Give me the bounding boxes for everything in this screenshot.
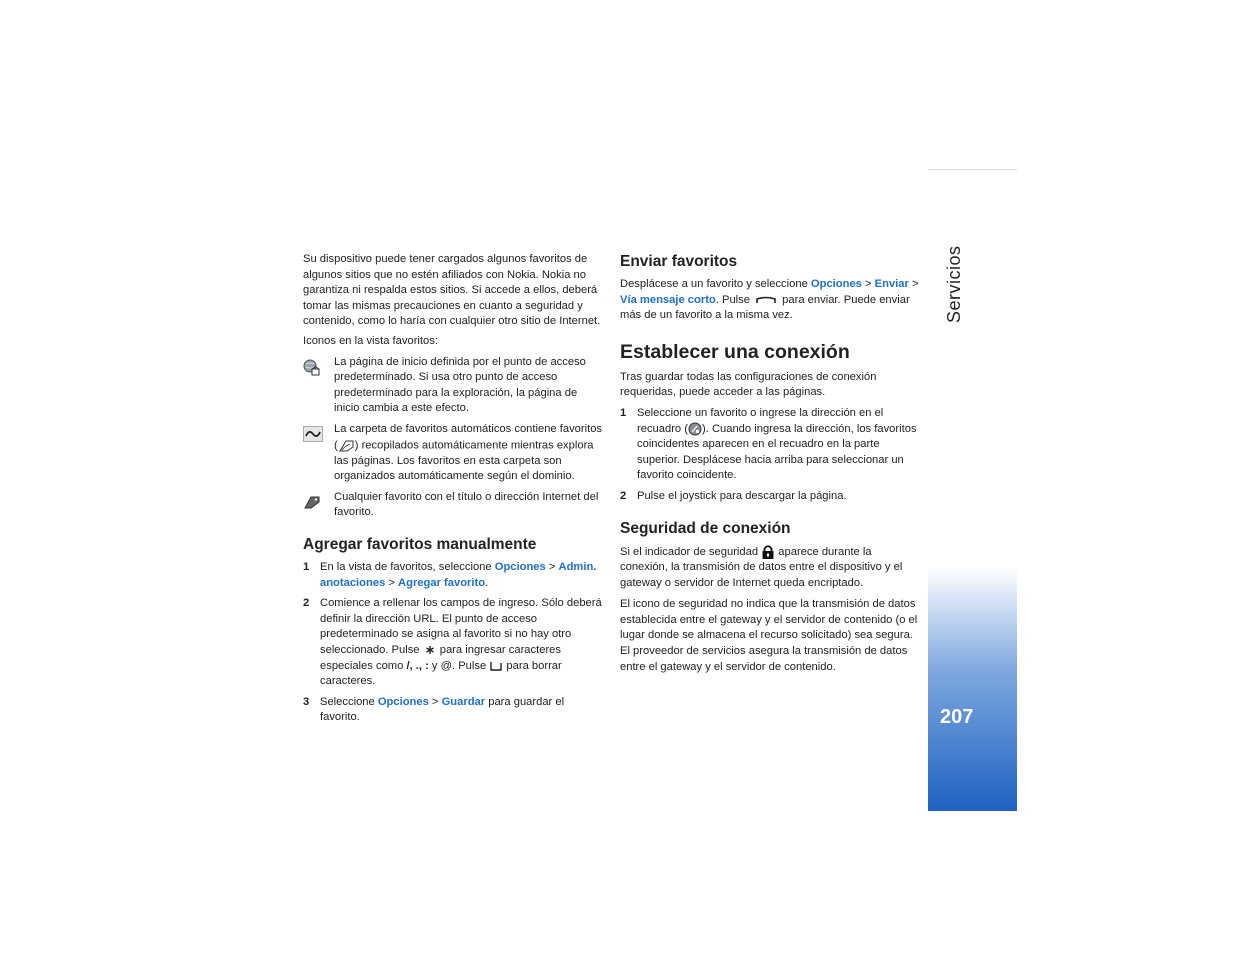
heading-enviar-favoritos: Enviar favoritos [620, 253, 738, 270]
establecer-steps [620, 406, 920, 505]
page-number: 207 [940, 706, 974, 728]
menu-via-mensaje-corto: Vía mensaje corto [620, 293, 716, 306]
section-label: Servicios [944, 245, 964, 323]
seguridad-paragraph-2: El icono de seguridad no indica que la transmisión de datos establecida entre el gateway y el servidor de contenido (o el lugar donde se almacena el recurso solicitado) sea segura. El proveedor de servicios asegura la transmisión de datos entre el gateway y el servidor de contenido. [620, 598, 918, 673]
star-key-icon [423, 644, 437, 656]
menu-enviar: Enviar [874, 278, 909, 290]
auto-bookmarks-folder-icon [303, 426, 323, 442]
agregar-steps [303, 560, 605, 726]
left-column [303, 252, 605, 726]
menu-guardar: Guardar [441, 695, 486, 708]
establecer-step-2: 2 Pulse el joystick para descargar la página. [620, 489, 847, 502]
auto-bookmark-icon [338, 438, 355, 453]
icon2-description-a: La carpeta de favoritos automáticos contiene favoritos ( [334, 422, 603, 451]
icon-row-bookmark [303, 490, 605, 521]
menu-opciones: Opciones [494, 560, 546, 573]
agregar-step-3: 3 Seleccione Opciones > Guardar para guardar el favorito. [303, 695, 565, 724]
clear-key-icon [489, 660, 503, 672]
menu-admin-anotaciones: Admin. anotaciones [320, 560, 597, 589]
enviar-paragraph: Desplácese a un favorito y seleccione Opciones > Enviar > Vía mensaje corto. Pulse para enviar. Puede enviar más de un favorito a la misma vez. [620, 278, 919, 322]
icon2-description-b: ) recopilados automáticamente mientras explora las páginas. Los favoritos en esta carpeta son organizados automáticamente según el dominio. [334, 438, 594, 483]
intro-paragraph: Su dispositivo puede tener cargados algunos favoritos de algunos sitios que no estén afiliados con Nokia. Nokia no garantiza ni respalda estos sitios. Si accede a ellos, deberá tomar las mismas precauciones en cuanto a seguridad y contenido, como lo haría con cualquier otro sitio de Internet. [303, 253, 601, 328]
right-column [620, 252, 920, 675]
menu-opciones: Opciones [810, 278, 862, 290]
icons-label: Iconos en la vista favoritos: [303, 334, 438, 347]
heading-establecer-conexion: Establecer una conexión [620, 340, 850, 363]
home-page-bookmark-icon [303, 359, 321, 377]
icon3-description: Cualquier favorito con el título o dirección Internet del favorito. [334, 490, 599, 519]
address-field-icon [688, 422, 702, 436]
seguridad-paragraph-1: Si el indicador de seguridad aparece durante la conexión, la transmisión de datos entre el dispositivo y el gateway o servidor de Internet queda encriptado. [620, 545, 903, 589]
security-lock-icon [761, 544, 775, 560]
establecer-intro: Tras guardar todas las configuraciones de conexión requeridas, puede acceder a las páginas. [620, 370, 877, 399]
agregar-step-2: 2 Comience a rellenar los campos de ingreso. Sólo deberá definir la dirección URL. El punto de acceso predeterminado se asigna al favorito si no hay otro seleccionado. Pulse para ingresar caracteres especiales como /, ., : y @. Pulse para borrar caracteres. [303, 597, 602, 688]
menu-agregar-favorito: Agregar favorito [398, 576, 486, 589]
icon-row-auto-folder [303, 422, 605, 485]
heading-seguridad-conexion: Seguridad de conexión [620, 519, 791, 537]
establecer-step-1: 1 Seleccione un favorito o ingrese la dirección en el recuadro ( ). Cuando ingresa la dirección, los favoritos coincidentes aparecen en el recuadro en la parte superior. Desplácese hacia arriba para seleccionar un favorito coincidente. [620, 406, 917, 482]
menu-opciones: Opciones [377, 695, 429, 708]
heading-agregar-favoritos: Agregar favoritos manualmente [303, 535, 537, 553]
bookmark-tag-icon [303, 494, 321, 510]
call-key-icon [753, 294, 779, 306]
agregar-step-1: 1 En la vista de favoritos, seleccione Opciones > Admin. anotaciones > Agregar favorito. [303, 560, 597, 589]
icon-row-home-page [303, 355, 605, 417]
icon1-description: La página de inicio definida por el punto de acceso predeterminado. Si usa otro punto de acceso predeterminado para la exploración, la página de inicio cambia a este efecto. [334, 355, 586, 415]
